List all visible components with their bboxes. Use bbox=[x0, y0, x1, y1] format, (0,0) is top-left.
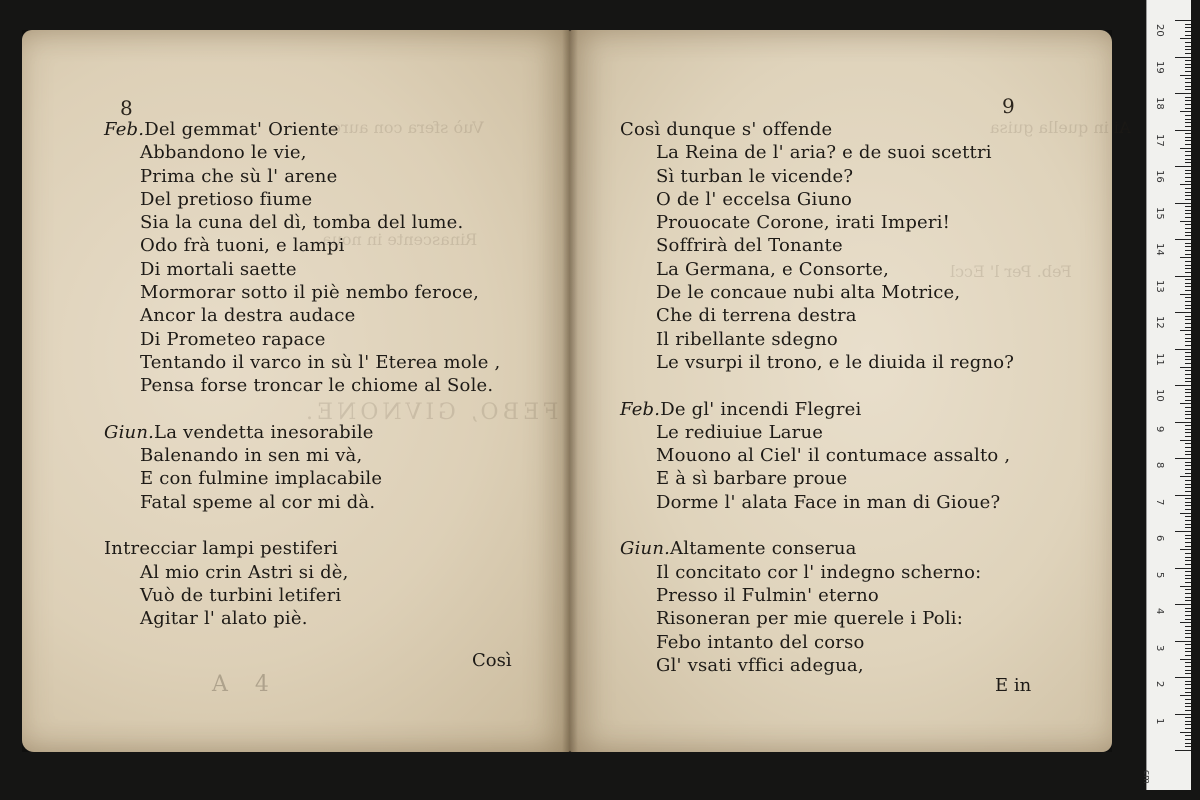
ruler-tick bbox=[1175, 93, 1191, 94]
ruler-tick bbox=[1185, 443, 1191, 444]
ruler-tick bbox=[1185, 224, 1191, 225]
ruler-tick bbox=[1185, 370, 1191, 371]
ruler-tick bbox=[1185, 151, 1191, 152]
ruler-tick bbox=[1185, 283, 1191, 284]
verse-text: De gl' incendi Flegrei bbox=[660, 398, 862, 420]
ruler-tick bbox=[1185, 206, 1191, 207]
verse-line bbox=[104, 537, 500, 560]
ruler-tick bbox=[1185, 181, 1191, 182]
ruler-tick bbox=[1185, 535, 1191, 536]
verse-line: Le vsurpi il trono, e le diuida il regno? bbox=[656, 351, 1015, 373]
book-gutter bbox=[562, 30, 578, 752]
ruler-label: 19 bbox=[1154, 60, 1165, 74]
ruler-tick bbox=[1185, 699, 1191, 700]
ruler-tick bbox=[1175, 57, 1191, 58]
verse-line: Ancor la destra audace bbox=[140, 305, 356, 327]
ruler-tick bbox=[1185, 170, 1191, 171]
ruler-label: 1 bbox=[1154, 717, 1165, 724]
ruler-label: 11 bbox=[1154, 352, 1165, 366]
ruler-tick bbox=[1185, 557, 1191, 558]
ruler-tick bbox=[1180, 221, 1191, 222]
verse-line: La Germana, e Consorte, bbox=[656, 258, 890, 280]
ruler-tick bbox=[1185, 706, 1191, 707]
ruler-tick bbox=[1185, 316, 1191, 317]
verse-line: De le concaue nubi alta Motrice, bbox=[656, 282, 961, 304]
ruler-tick bbox=[1185, 648, 1191, 649]
ruler-label: 5 bbox=[1154, 571, 1165, 578]
ruler-label: 3 bbox=[1154, 644, 1165, 651]
ruler-tick bbox=[1175, 677, 1191, 678]
ruler-tick bbox=[1185, 746, 1191, 747]
ruler-tick bbox=[1185, 542, 1191, 543]
ruler-tick bbox=[1185, 454, 1191, 455]
ruler-tick bbox=[1185, 133, 1191, 134]
ruler-tick bbox=[1185, 89, 1191, 90]
ruler-tick bbox=[1185, 82, 1191, 83]
ruler-tick bbox=[1185, 374, 1191, 375]
ruler-tick bbox=[1185, 86, 1191, 87]
stanza-gap bbox=[620, 374, 1014, 397]
verse-line: Sia la cuna del dì, tomba del lume. bbox=[140, 212, 464, 234]
left-page: Vuò sfera con aurea Rinascente in noua FEBO, GIVNONE. 8 Feb.Del gemmat' Oriente Abbandono le vie, Prima che sù l' arene Del pretioso fiume Sia la cuna del dì, tomba del lume. Odo frà tuoni, e lampi Di mortali saette Mormorar sotto il piè nembo feroce, Ancor la destra audace Di Prometeo rapace Tentando il varco in sù l' Eterea mole , Pensa forse troncar le chiome al Sole. Giun.La vendetta inesorabile Balenando in sen mi và, E con fulmine implacabile Fatal speme al cor mi dà. Intrecciar lampi pestiferi Al mio crin Astri si dè, Vuò de turbini letiferi Agitar l' alato piè. Così A 4 bbox=[22, 30, 570, 752]
right-page: Ai in quella guisa Feb. Per l' Eccl 9 Così dunque s' offende La Reina de l' aria? e de suoi scettri Sì turban le vicende? O de l' eccelsa Giuno Prouocate Corone, irati Imperi! Soffrirà del Tonante La Germana, e Consorte, De le concaue nubi alta Motrice, Che di terrena destra Il ribellante sdegno Le vsurpi il trono, e le diuida il regno? Feb.De gl' incendi Flegrei Le rediuiue Larue Mouono al Ciel' il contumace assalto , E à sì barbare proue Dorme l' alata Face in man di Gioue? Giun.Altamente conserua Il concitato cor l' indegno scherno: Presso il Fulmin' eterno Risoneran per mie querele i Poli: Febo intanto del corso Gl' vsati vffici adegua, E in bbox=[570, 30, 1112, 752]
ruler-tick bbox=[1185, 502, 1191, 503]
ruler-tick bbox=[1185, 359, 1191, 360]
verse-line: O de l' eccelsa Giuno bbox=[656, 188, 853, 210]
ruler-tick bbox=[1185, 24, 1191, 25]
ruler-tick bbox=[1185, 104, 1191, 105]
ruler-tick bbox=[1185, 119, 1191, 120]
verse-line: La Reina de l' aria? e de suoi scettri bbox=[656, 142, 992, 164]
ruler-label: 2 bbox=[1154, 681, 1165, 688]
ruler-tick bbox=[1185, 338, 1191, 339]
ruler-tick bbox=[1185, 633, 1191, 634]
ruler-label: 13 bbox=[1154, 279, 1165, 293]
ruler-tick bbox=[1180, 148, 1191, 149]
ruler-tick bbox=[1185, 743, 1191, 744]
ruler-tick bbox=[1185, 319, 1191, 320]
ruler-tick bbox=[1185, 473, 1191, 474]
ruler-tick bbox=[1185, 429, 1191, 430]
ruler-tick bbox=[1175, 422, 1191, 423]
ruler-tick bbox=[1185, 432, 1191, 433]
ruler-tick bbox=[1180, 403, 1191, 404]
verse-line: Soffrirà del Tonante bbox=[656, 235, 843, 257]
ruler-tick bbox=[1185, 155, 1191, 156]
ruler-tick bbox=[1180, 476, 1191, 477]
ruler-tick bbox=[1185, 564, 1191, 565]
ruler-tick bbox=[1185, 465, 1191, 466]
ruler-tick bbox=[1185, 35, 1191, 36]
verse-line: Prouocate Corone, irati Imperi! bbox=[656, 212, 951, 234]
ruler-tick bbox=[1185, 703, 1191, 704]
speaker-label: Feb. bbox=[104, 119, 145, 140]
verse-text: Intrecciar lampi pestiferi bbox=[104, 538, 339, 560]
page-number: 9 bbox=[1002, 94, 1015, 118]
ruler-tick bbox=[1185, 630, 1191, 631]
verse-line: Dorme l' alata Face in man di Gioue? bbox=[656, 491, 1001, 513]
ruler-tick bbox=[1185, 195, 1191, 196]
ruler-tick bbox=[1185, 491, 1191, 492]
ruler-tick bbox=[1185, 356, 1191, 357]
ruler-tick bbox=[1185, 392, 1191, 393]
ruler-tick bbox=[1185, 140, 1191, 141]
ruler-tick bbox=[1185, 451, 1191, 452]
verse-line: Al mio crin Astri si dè, bbox=[140, 561, 349, 583]
catchword: Così bbox=[472, 650, 512, 671]
ruler-tick bbox=[1185, 250, 1191, 251]
ruler-tick bbox=[1185, 684, 1191, 685]
ruler-label: 20 bbox=[1154, 24, 1165, 37]
ruler-tick bbox=[1180, 440, 1191, 441]
speaker-label: Giun. bbox=[104, 421, 155, 443]
ruler-tick bbox=[1185, 173, 1191, 174]
verse-line bbox=[104, 118, 500, 141]
ruler-tick bbox=[1185, 64, 1191, 65]
ruler-tick bbox=[1185, 290, 1191, 291]
ruler-tick bbox=[1185, 524, 1191, 525]
ruler-tick bbox=[1185, 396, 1191, 397]
ruler-tick bbox=[1185, 345, 1191, 346]
verse-text: La vendetta inesorabile bbox=[154, 421, 374, 443]
ruler-tick bbox=[1180, 586, 1191, 587]
ruler-tick bbox=[1185, 232, 1191, 233]
verse-line: Abbandono le vie, bbox=[140, 142, 307, 164]
ruler-tick bbox=[1185, 210, 1191, 211]
ruler-tick bbox=[1185, 724, 1191, 725]
ruler-tick bbox=[1185, 447, 1191, 448]
speaker-label: Feb. bbox=[620, 398, 661, 420]
ruler-tick bbox=[1180, 549, 1191, 550]
ruler-label: 15 bbox=[1154, 206, 1165, 220]
verse-line: Mouono al Ciel' il contumace assalto , bbox=[656, 445, 1011, 467]
ruler-tick bbox=[1185, 334, 1191, 335]
verse-line: Odo frà tuoni, e lampi bbox=[140, 235, 345, 257]
ruler-label: 10 bbox=[1154, 389, 1165, 402]
verse-block bbox=[104, 118, 500, 631]
ruler-tick bbox=[1185, 516, 1191, 517]
ruler-tick bbox=[1185, 498, 1191, 499]
verse-line: Fatal speme al cor mi dà. bbox=[140, 491, 376, 513]
ruler-tick bbox=[1185, 323, 1191, 324]
ruler-tick bbox=[1175, 714, 1191, 715]
ruler-tick bbox=[1185, 268, 1191, 269]
ruler-tick bbox=[1185, 301, 1191, 302]
stanza-gap bbox=[104, 514, 500, 537]
ruler-tick bbox=[1185, 122, 1191, 123]
ruler-tick bbox=[1175, 495, 1191, 496]
ruler-tick bbox=[1185, 308, 1191, 309]
ruler-tick bbox=[1185, 137, 1191, 138]
ruler-tick bbox=[1185, 53, 1191, 54]
ruler-tick bbox=[1185, 735, 1191, 736]
ruler-tick bbox=[1180, 513, 1191, 514]
verse-block bbox=[620, 118, 1014, 677]
ruler-tick bbox=[1185, 115, 1191, 116]
ruler-tick bbox=[1185, 688, 1191, 689]
ruler-tick bbox=[1180, 75, 1191, 76]
ruler-tick bbox=[1185, 246, 1191, 247]
ruler-tick bbox=[1185, 582, 1191, 583]
ruler-tick bbox=[1185, 108, 1191, 109]
ruler-tick bbox=[1185, 527, 1191, 528]
ruler-tick bbox=[1175, 385, 1191, 386]
ruler-tick bbox=[1185, 505, 1191, 506]
ruler-tick bbox=[1185, 177, 1191, 178]
verse-line: E à sì barbare proue bbox=[656, 468, 848, 490]
ruler-tick bbox=[1185, 31, 1191, 32]
ruler-tick bbox=[1175, 312, 1191, 313]
ruler-tick bbox=[1185, 728, 1191, 729]
ruler-tick bbox=[1180, 367, 1191, 368]
ruler-tick bbox=[1175, 276, 1191, 277]
verse-line: Pensa forse troncar le chiome al Sole. bbox=[140, 375, 494, 397]
ruler-tick bbox=[1185, 42, 1191, 43]
ruler-tick bbox=[1180, 111, 1191, 112]
ruler-tick bbox=[1185, 363, 1191, 364]
catchword: E in bbox=[995, 675, 1032, 696]
ruler-tick bbox=[1185, 487, 1191, 488]
ruler-tick bbox=[1185, 717, 1191, 718]
ruler-tick bbox=[1185, 352, 1191, 353]
ruler-label: 4 bbox=[1154, 608, 1165, 615]
ruler-tick bbox=[1185, 436, 1191, 437]
page-number: 8 bbox=[120, 96, 133, 120]
ruler-tick bbox=[1175, 604, 1191, 605]
ruler-tick bbox=[1185, 46, 1191, 47]
ruler-tick bbox=[1185, 78, 1191, 79]
ruler-tick bbox=[1185, 213, 1191, 214]
ruler-tick bbox=[1185, 546, 1191, 547]
ruler-tick bbox=[1185, 67, 1191, 68]
ruler-tick bbox=[1185, 425, 1191, 426]
ruler-tick bbox=[1185, 538, 1191, 539]
verse-line: Agitar l' alato piè. bbox=[140, 608, 308, 630]
ruler-tick bbox=[1185, 670, 1191, 671]
ruler-tick bbox=[1180, 330, 1191, 331]
ruler-tick bbox=[1185, 297, 1191, 298]
ruler-tick bbox=[1175, 568, 1191, 569]
ruler-tick bbox=[1185, 389, 1191, 390]
ruler-tick bbox=[1175, 641, 1191, 642]
ruler-tick bbox=[1185, 480, 1191, 481]
ruler-tick bbox=[1185, 100, 1191, 101]
ruler-tick bbox=[1185, 462, 1191, 463]
ruler-tick bbox=[1185, 327, 1191, 328]
ruler-tick bbox=[1185, 411, 1191, 412]
ruler-tick bbox=[1185, 272, 1191, 273]
ruler-tick bbox=[1180, 659, 1191, 660]
ruler-tick bbox=[1185, 655, 1191, 656]
verse-line: Di mortali saette bbox=[140, 258, 297, 280]
stanza-gap bbox=[104, 398, 500, 421]
ruler-tick bbox=[1185, 243, 1191, 244]
ruler-tick bbox=[1180, 38, 1191, 39]
ruler-tick bbox=[1175, 130, 1191, 131]
ruler-label: 18 bbox=[1154, 97, 1165, 110]
ruler-label: 7 bbox=[1154, 498, 1165, 505]
ruler-tick bbox=[1185, 341, 1191, 342]
ruler-label: 9 bbox=[1154, 425, 1165, 432]
ruler-tick bbox=[1185, 615, 1191, 616]
verse-line: Il concitato cor l' indegno scherno: bbox=[656, 561, 982, 583]
ruler-tick bbox=[1175, 239, 1191, 240]
ruler-tick bbox=[1185, 162, 1191, 163]
ruler-tick bbox=[1180, 732, 1191, 733]
ruler-tick bbox=[1185, 626, 1191, 627]
ruler-label: 8 bbox=[1154, 462, 1165, 469]
measurement-ruler bbox=[1141, 0, 1191, 790]
verse-line bbox=[620, 537, 1014, 560]
signature-mark: A 4 bbox=[212, 672, 269, 697]
ruler-tick bbox=[1185, 509, 1191, 510]
verse-line: Balenando in sen mi và, bbox=[140, 445, 363, 467]
ruler-tick bbox=[1185, 235, 1191, 236]
ruler-tick bbox=[1175, 203, 1191, 204]
ruler-tick bbox=[1175, 20, 1191, 21]
verse-line: Risoneran per mie querele i Poli: bbox=[656, 608, 964, 630]
ruler-tick bbox=[1185, 192, 1191, 193]
verse-line: Tentando il varco in sù l' Eterea mole , bbox=[140, 351, 501, 373]
verse-text: Così dunque s' offende bbox=[620, 119, 833, 140]
ruler-tick bbox=[1185, 407, 1191, 408]
verse-line bbox=[104, 421, 500, 444]
ruler-tick bbox=[1185, 305, 1191, 306]
ruler-tick bbox=[1185, 597, 1191, 598]
verse-line: Gl' vsati vffici adegua, bbox=[656, 654, 864, 676]
ruler-unit: cm bbox=[1141, 770, 1151, 784]
verse-line: Del pretioso fiume bbox=[140, 188, 313, 210]
ruler-tick bbox=[1185, 60, 1191, 61]
ruler-tick bbox=[1185, 228, 1191, 229]
ruler-tick bbox=[1175, 531, 1191, 532]
ruler-tick bbox=[1185, 662, 1191, 663]
ruler-tick bbox=[1185, 560, 1191, 561]
ruler-tick bbox=[1185, 692, 1191, 693]
ruler-tick bbox=[1185, 644, 1191, 645]
ruler-tick bbox=[1185, 378, 1191, 379]
ruler-tick bbox=[1185, 666, 1191, 667]
ruler-tick bbox=[1185, 97, 1191, 98]
verse-line: Sì turban le vicende? bbox=[656, 165, 854, 187]
ruler-tick bbox=[1185, 71, 1191, 72]
verse-text: Del gemmat' Oriente bbox=[144, 119, 339, 140]
ruler-tick bbox=[1185, 286, 1191, 287]
verse-line: Vuò de turbini letiferi bbox=[140, 584, 342, 606]
ruler-tick bbox=[1185, 593, 1191, 594]
ruler-tick bbox=[1185, 126, 1191, 127]
ruler-tick bbox=[1185, 144, 1191, 145]
ruler-tick bbox=[1185, 710, 1191, 711]
verse-line: Di Prometeo rapace bbox=[140, 328, 326, 350]
ruler-tick bbox=[1175, 458, 1191, 459]
ruler-tick bbox=[1175, 750, 1191, 751]
ruler-tick bbox=[1185, 188, 1191, 189]
ruler-tick bbox=[1185, 611, 1191, 612]
verse-line bbox=[620, 118, 1014, 141]
ruler-tick bbox=[1185, 418, 1191, 419]
ruler-tick bbox=[1185, 520, 1191, 521]
ruler-label: 6 bbox=[1154, 535, 1165, 542]
ruler-tick bbox=[1185, 159, 1191, 160]
ruler-tick bbox=[1185, 600, 1191, 601]
verse-line: E con fulmine implacabile bbox=[140, 468, 383, 490]
verse-line: Il ribellante sdegno bbox=[656, 328, 838, 350]
ruler-tick bbox=[1185, 400, 1191, 401]
ruler-tick bbox=[1175, 166, 1191, 167]
ruler-label: 14 bbox=[1154, 243, 1165, 256]
ruler-tick bbox=[1175, 349, 1191, 350]
ruler-tick bbox=[1185, 651, 1191, 652]
ruler-tick bbox=[1185, 673, 1191, 674]
ruler-tick bbox=[1180, 622, 1191, 623]
ruler-tick bbox=[1180, 184, 1191, 185]
ruler-tick bbox=[1185, 414, 1191, 415]
ruler-tick bbox=[1185, 217, 1191, 218]
verse-line: Presso il Fulmin' eterno bbox=[656, 584, 879, 606]
ruler-tick bbox=[1180, 257, 1191, 258]
ruler-tick bbox=[1185, 553, 1191, 554]
ruler-tick bbox=[1185, 27, 1191, 28]
verse-line: Che di terrena destra bbox=[656, 305, 857, 327]
verse-line bbox=[620, 398, 1014, 421]
ruler-tick bbox=[1185, 469, 1191, 470]
ruler-label: 12 bbox=[1154, 316, 1165, 329]
ruler-tick bbox=[1185, 575, 1191, 576]
ruler-tick bbox=[1185, 739, 1191, 740]
ruler-tick bbox=[1185, 589, 1191, 590]
ruler-tick bbox=[1180, 695, 1191, 696]
ruler-tick bbox=[1185, 578, 1191, 579]
verse-line: Febo intanto del corso bbox=[656, 631, 865, 653]
verse-line: Mormorar sotto il piè nembo feroce, bbox=[140, 282, 480, 304]
ruler-tick bbox=[1185, 261, 1191, 262]
ruler-tick bbox=[1185, 608, 1191, 609]
ruler-tick bbox=[1185, 681, 1191, 682]
verse-line: Prima che sù l' arene bbox=[140, 165, 338, 187]
ruler-tick bbox=[1180, 294, 1191, 295]
ruler-tick bbox=[1185, 254, 1191, 255]
ruler-tick bbox=[1185, 279, 1191, 280]
ruler-tick bbox=[1185, 571, 1191, 572]
ruler-tick bbox=[1185, 619, 1191, 620]
stanza-gap bbox=[620, 514, 1014, 537]
verse-line: Le rediuiue Larue bbox=[656, 421, 824, 443]
ruler-tick bbox=[1185, 265, 1191, 266]
ruler-tick bbox=[1185, 721, 1191, 722]
verse-text: Altamente conserua bbox=[670, 538, 857, 560]
open-book bbox=[22, 30, 1131, 752]
ruler-tick bbox=[1185, 199, 1191, 200]
ruler-tick bbox=[1185, 637, 1191, 638]
speaker-label: Giun. bbox=[620, 538, 671, 560]
ruler-label: 16 bbox=[1154, 170, 1165, 183]
ruler-tick bbox=[1185, 484, 1191, 485]
ruler-tick bbox=[1185, 49, 1191, 50]
ruler-tick bbox=[1185, 381, 1191, 382]
ruler-label: 17 bbox=[1154, 133, 1165, 147]
